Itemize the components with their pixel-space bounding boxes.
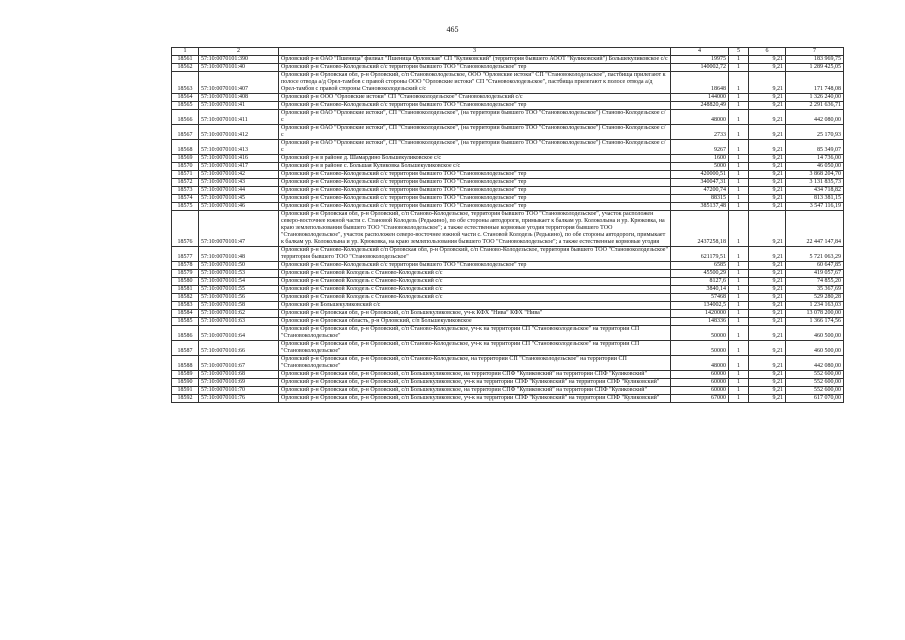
- cadastral-number-cell: 57:10:0070101:54: [199, 278, 279, 286]
- location-description-cell: Орловский р-н Станово-Колодезьский с/с территория бывшего ТОО "Становоколодезьское" тер: [279, 102, 671, 110]
- table-row: [172, 187, 844, 195]
- coefficient-cell: 1: [729, 211, 749, 247]
- column-header: 4: [671, 48, 729, 56]
- location-description-cell: Орловский р-н Орловская обл, р-н Орловский, с/п Становоколодезьское, ООО "Орловские истоки" СП "Становоколодезьское", пастбища прилегают к полосе отвода а/д Орел-тамбов с правой стороны ООО "Орловские истоки" СП "Становоколодезьское", пастбища прилегают к полосе отвода а/д Орел-тамбов с правой стороны Становоколодезьский с/с: [279, 72, 671, 94]
- cadastral-value-cell: 3 131 835,73: [786, 179, 844, 187]
- cadastral-value-cell: 442 080,00: [786, 110, 844, 125]
- row-number-cell: 18592: [172, 395, 199, 403]
- cadastral-value-cell: 13 078 200,00: [786, 310, 844, 318]
- cadastral-value-cell: 74 855,20: [786, 278, 844, 286]
- area-cell: 134002,5: [671, 302, 729, 310]
- table-row: [172, 102, 844, 110]
- coefficient-cell: 1: [729, 395, 749, 403]
- rate-cell: 9,21: [749, 94, 786, 102]
- area-cell: 248820,49: [671, 102, 729, 110]
- rate-cell: 9,21: [749, 278, 786, 286]
- area-cell: 385137,48: [671, 203, 729, 211]
- area-cell: 60000: [671, 379, 729, 387]
- area-cell: 5000: [671, 163, 729, 171]
- cadastral-value-cell: 813 381,15: [786, 195, 844, 203]
- rate-cell: 9,21: [749, 395, 786, 403]
- location-description-cell: Орловский р-н Орловская обл, р-н Орловский, с/п Большекуликовское, уч-к КФХ "Нива" КФХ "Нива": [279, 310, 671, 318]
- table-row: [172, 140, 844, 155]
- coefficient-cell: 1: [729, 356, 749, 371]
- row-number-cell: 18562: [172, 64, 199, 72]
- area-cell: 6585: [671, 262, 729, 270]
- cadastral-value-cell: 60 647,85: [786, 262, 844, 270]
- row-number-cell: 18579: [172, 270, 199, 278]
- table-row: [172, 64, 844, 72]
- cadastral-number-cell: 57:10:0070101:407: [199, 72, 279, 94]
- rate-cell: 9,21: [749, 102, 786, 110]
- area-cell: 50000: [671, 341, 729, 356]
- cadastral-value-cell: 25 170,93: [786, 125, 844, 140]
- cadastral-number-cell: 57:10:0070101:67: [199, 356, 279, 371]
- row-number-cell: 18581: [172, 286, 199, 294]
- area-cell: 140002,72: [671, 64, 729, 72]
- area-cell: 9267: [671, 140, 729, 155]
- table-row: [172, 395, 844, 403]
- cadastral-value-cell: 3 868 204,70: [786, 171, 844, 179]
- row-number-cell: 18586: [172, 326, 199, 341]
- coefficient-cell: 1: [729, 110, 749, 125]
- row-number-cell: 18578: [172, 262, 199, 270]
- area-cell: 48000: [671, 110, 729, 125]
- cadastral-value-cell: 1 234 163,03: [786, 302, 844, 310]
- rate-cell: 9,21: [749, 125, 786, 140]
- cadastral-value-cell: 617 070,00: [786, 395, 844, 403]
- cadastral-value-cell: 1 289 425,05: [786, 64, 844, 72]
- table-row: [172, 341, 844, 356]
- page-number: 465: [446, 25, 459, 34]
- cadastral-value-cell: 5 721 063,29: [786, 247, 844, 262]
- area-cell: 57468: [671, 294, 729, 302]
- coefficient-cell: 1: [729, 278, 749, 286]
- location-description-cell: Орловский р-н ОАО "Орловские истоки", СП "Становоколодезьское", (на территории бывшего ТОО "Становоколодезьское") Станово-Колодезьское с/с: [279, 125, 671, 140]
- area-cell: 19975: [671, 56, 729, 64]
- coefficient-cell: 1: [729, 163, 749, 171]
- column-header: 3: [279, 48, 671, 56]
- row-number-cell: 18574: [172, 195, 199, 203]
- table-row: [172, 94, 844, 102]
- coefficient-cell: 1: [729, 64, 749, 72]
- location-description-cell: Орловский р-н Станово-Колодезьский с/с территория бывшего ТОО "Становоколодезьское" тер: [279, 195, 671, 203]
- location-description-cell: Орловский р-н ОАО "Пшеница" филиал "Пшеница Орловская" СП "Куликовский" (территория бывшего АООТ "Куликовский") Большекуликовское с/с: [279, 56, 671, 64]
- cadastral-number-cell: 57:10:0070101:47: [199, 211, 279, 247]
- cadastral-number-cell: 57:10:0070101:417: [199, 163, 279, 171]
- coefficient-cell: 1: [729, 125, 749, 140]
- column-header: 1: [172, 48, 199, 56]
- table-row: [172, 326, 844, 341]
- table-row: [172, 195, 844, 203]
- rate-cell: 9,21: [749, 155, 786, 163]
- cadastral-value-cell: 183 969,75: [786, 56, 844, 64]
- rate-cell: 9,21: [749, 302, 786, 310]
- cadastral-value-cell: 460 500,00: [786, 326, 844, 341]
- location-description-cell: Орловский р-н Орловская обл, р-н Орловский, с/п Станово-Колодезьское, на территории СП "Становоколодезьское" на территории СП "Становоколодезьское": [279, 356, 671, 371]
- rate-cell: 9,21: [749, 140, 786, 155]
- row-number-cell: 18565: [172, 102, 199, 110]
- cadastral-number-cell: 57:10:0070101:69: [199, 379, 279, 387]
- cadastral-value-cell: 85 349,07: [786, 140, 844, 155]
- row-number-cell: 18571: [172, 171, 199, 179]
- area-cell: 420000,51: [671, 171, 729, 179]
- cadastral-number-cell: 57:10:0070101:41: [199, 102, 279, 110]
- cadastral-value-cell: 552 600,00: [786, 379, 844, 387]
- rate-cell: 9,21: [749, 371, 786, 379]
- location-description-cell: Орловский р-н Становой Колодезь с Станово-Колодезьский с/с: [279, 286, 671, 294]
- rate-cell: 9,21: [749, 379, 786, 387]
- coefficient-cell: 1: [729, 203, 749, 211]
- column-header-row: [172, 48, 844, 56]
- area-cell: 50000: [671, 326, 729, 341]
- table-row: [172, 56, 844, 64]
- cadastral-number-cell: 57:10:0070101:390: [199, 56, 279, 64]
- area-cell: 88315: [671, 195, 729, 203]
- row-number-cell: 18589: [172, 371, 199, 379]
- row-number-cell: 18566: [172, 110, 199, 125]
- area-cell: 144000: [671, 94, 729, 102]
- location-description-cell: Орловский р-н Орловская обл, р-н Орловский, с/п Станово-Колодезьское, уч-к на территории СП "Становоколодезьское" на территории СП "Становоколодезьское": [279, 341, 671, 356]
- table-row: [172, 356, 844, 371]
- location-description-cell: Орловский р-н Станово-Колодезьский с/с территория бывшего ТОО "Становоколодезьское" тер: [279, 187, 671, 195]
- cadastral-number-cell: 57:10:0070101:416: [199, 155, 279, 163]
- coefficient-cell: 1: [729, 286, 749, 294]
- row-number-cell: 18576: [172, 211, 199, 247]
- row-number-cell: 18573: [172, 187, 199, 195]
- cadastral-number-cell: 57:10:0070101:53: [199, 270, 279, 278]
- area-cell: 60000: [671, 371, 729, 379]
- cadastral-value-cell: 434 718,82: [786, 187, 844, 195]
- row-number-cell: 18580: [172, 278, 199, 286]
- coefficient-cell: 1: [729, 187, 749, 195]
- location-description-cell: Орловский р-н Станово-Колодезьский с/с территория бывшего ТОО "Становоколодезьское" тер: [279, 64, 671, 72]
- rate-cell: 9,21: [749, 356, 786, 371]
- rate-cell: 9,21: [749, 203, 786, 211]
- cadastral-value-cell: 2 291 636,71: [786, 102, 844, 110]
- table-row: [172, 371, 844, 379]
- area-cell: 340047,31: [671, 179, 729, 187]
- table-row: [172, 203, 844, 211]
- coefficient-cell: 1: [729, 171, 749, 179]
- cadastral-number-cell: 57:10:0070101:43: [199, 179, 279, 187]
- location-description-cell: Орловский р-н Станово-Колодезьский с/п Орловская обл, р-н Орловский, с/п Станово-Колодезьское, территория бывшего ТОО "Становоколодезьское" территория бывшего ТОО "Становоколодезьское": [279, 247, 671, 262]
- rate-cell: 9,21: [749, 171, 786, 179]
- area-cell: 148336: [671, 318, 729, 326]
- rate-cell: 9,21: [749, 56, 786, 64]
- cadastral-number-cell: 57:10:0070101:55: [199, 286, 279, 294]
- location-description-cell: Орловский р-н Становой Колодезь с Станово-Колодезьский с/с: [279, 270, 671, 278]
- coefficient-cell: 1: [729, 302, 749, 310]
- table-row: [172, 262, 844, 270]
- rate-cell: 9,21: [749, 387, 786, 395]
- cadastral-value-cell: 442 080,00: [786, 356, 844, 371]
- table-row: [172, 155, 844, 163]
- area-cell: 48000: [671, 356, 729, 371]
- land-register-table: [171, 47, 844, 403]
- location-description-cell: Орловский р-н Станово-Колодезьский с/с территория бывшего ТОО "Становоколодезьское" тер: [279, 179, 671, 187]
- coefficient-cell: 1: [729, 310, 749, 318]
- area-cell: 8127,6: [671, 278, 729, 286]
- row-number-cell: 18563: [172, 72, 199, 94]
- cadastral-number-cell: 57:10:0070101:412: [199, 125, 279, 140]
- column-header: 7: [786, 48, 844, 56]
- location-description-cell: Орловский р-н в районе с. Большая Куликовка Большекуликовское с/с: [279, 163, 671, 171]
- rate-cell: 9,21: [749, 64, 786, 72]
- rate-cell: 9,21: [749, 247, 786, 262]
- location-description-cell: Орловский р-н Орловская обл, р-н Орловский, с/п Большекуликовское, на территории СПФ "Куликовский" на территории СПФ "Куликовский": [279, 387, 671, 395]
- row-number-cell: 18577: [172, 247, 199, 262]
- table-row: [172, 387, 844, 395]
- row-number-cell: 18568: [172, 140, 199, 155]
- cadastral-value-cell: 1 326 240,00: [786, 94, 844, 102]
- area-cell: 621179,51: [671, 247, 729, 262]
- rate-cell: 9,21: [749, 341, 786, 356]
- row-number-cell: 18588: [172, 356, 199, 371]
- coefficient-cell: 1: [729, 195, 749, 203]
- cadastral-number-cell: 57:10:0070101:68: [199, 371, 279, 379]
- rate-cell: 9,21: [749, 179, 786, 187]
- location-description-cell: Орловский р-н Орловская обл, р-н Орловский, с/п Большекуликовское, уч-к на территории СПФ "Куликовский" на территории СПФ "Куликовский": [279, 395, 671, 403]
- area-cell: 1600: [671, 155, 729, 163]
- location-description-cell: Орловский р-н в районе д. Шамардино Большекуликовское с/с: [279, 155, 671, 163]
- cadastral-number-cell: 57:10:0070101:64: [199, 326, 279, 341]
- row-number-cell: 18583: [172, 302, 199, 310]
- cadastral-value-cell: 3 547 116,19: [786, 203, 844, 211]
- rate-cell: 9,21: [749, 110, 786, 125]
- area-cell: 67000: [671, 395, 729, 403]
- table-row: [172, 163, 844, 171]
- cadastral-number-cell: 57:10:0070101:40: [199, 64, 279, 72]
- location-description-cell: Орловский р-н Орловская обл, р-н Орловский, с/п Станово-Колодезьское, уч-к на территории СП "Становоколодезьское" на территории СП "Становоколодезьское": [279, 326, 671, 341]
- location-description-cell: Орловский р-н Становой Колодезь с Станово-Колодезьский с/с: [279, 278, 671, 286]
- coefficient-cell: 1: [729, 94, 749, 102]
- cadastral-value-cell: 552 600,00: [786, 371, 844, 379]
- coefficient-cell: 1: [729, 247, 749, 262]
- cadastral-value-cell: 419 057,67: [786, 270, 844, 278]
- area-cell: 3840,14: [671, 286, 729, 294]
- table-row: [172, 379, 844, 387]
- rate-cell: 9,21: [749, 195, 786, 203]
- row-number-cell: 18584: [172, 310, 199, 318]
- table-row: [172, 310, 844, 318]
- cadastral-value-cell: 35 367,69: [786, 286, 844, 294]
- table-row: [172, 171, 844, 179]
- row-number-cell: 18591: [172, 387, 199, 395]
- cadastral-number-cell: 57:10:0070101:408: [199, 94, 279, 102]
- cadastral-number-cell: 57:10:0070101:411: [199, 110, 279, 125]
- coefficient-cell: 1: [729, 270, 749, 278]
- rate-cell: 9,21: [749, 326, 786, 341]
- table-row: [172, 179, 844, 187]
- location-description-cell: Орловский р-н Орловская область, р-н Орловский, с/п Большекуликовское: [279, 318, 671, 326]
- rate-cell: 9,21: [749, 286, 786, 294]
- table-row: [172, 286, 844, 294]
- cadastral-number-cell: 57:10:0070101:48: [199, 247, 279, 262]
- table-row: [172, 110, 844, 125]
- cadastral-number-cell: 57:10:0070101:76: [199, 395, 279, 403]
- cadastral-number-cell: 57:10:0070101:46: [199, 203, 279, 211]
- location-description-cell: Орловский р-н Орловская обл, р-н Орловский, с/п Станово-Колодезьское, территория бывшего ТОО "Становоколодезьское", участок расположен северо-восточнее южной части с. Становой Колодезь (Редькино), по обе стороны автодороги, примыкает к балкам ур. Колоколына и ур. Крюковка, на краю землепользования бывшего ТОО "Становоколодезьское"; а также естественные кормовые угодия территория бывшего ТОО "Становоколодезьское", участок расположен северо-восточнее южной части с. Становой Колодезь (Редькино), по обе стороны автодороги, примыкает к балкам ур. Колоколына и ур. Крюковка, на краю землепользования бывшего ТОО "Становоколодезьское"; а также естественные кормовые угодия: [279, 211, 671, 247]
- cadastral-number-cell: 57:10:0070101:413: [199, 140, 279, 155]
- location-description-cell: Орловский р-н Станово-Колодезьский с/с территория бывшего ТОО "Становоколодезьское" тер: [279, 262, 671, 270]
- coefficient-cell: 1: [729, 326, 749, 341]
- coefficient-cell: 1: [729, 294, 749, 302]
- table-row: [172, 318, 844, 326]
- coefficient-cell: 1: [729, 140, 749, 155]
- cadastral-number-cell: 57:10:0070101:42: [199, 171, 279, 179]
- location-description-cell: Орловский р-н ООО "Орловские истоки" СП "Становоколодезьское" Становоколодезьский с/с: [279, 94, 671, 102]
- rate-cell: 9,21: [749, 310, 786, 318]
- coefficient-cell: 1: [729, 72, 749, 94]
- location-description-cell: Орловский р-н Становой Колодезь с Станово-Колодезьский с/с: [279, 294, 671, 302]
- coefficient-cell: 1: [729, 379, 749, 387]
- location-description-cell: Орловский р-н Станово-Колодезьский с/с территория бывшего ТОО "Становоколодезьское" тер: [279, 171, 671, 179]
- cadastral-value-cell: 529 280,28: [786, 294, 844, 302]
- row-number-cell: 18570: [172, 163, 199, 171]
- cadastral-number-cell: 57:10:0070101:63: [199, 318, 279, 326]
- area-cell: 47200,74: [671, 187, 729, 195]
- table-row: [172, 302, 844, 310]
- rate-cell: 9,21: [749, 270, 786, 278]
- area-cell: 2437258,18: [671, 211, 729, 247]
- row-number-cell: 18569: [172, 155, 199, 163]
- cadastral-value-cell: 171 748,08: [786, 72, 844, 94]
- row-number-cell: 18572: [172, 179, 199, 187]
- rate-cell: 9,21: [749, 187, 786, 195]
- column-header: 6: [749, 48, 786, 56]
- coefficient-cell: 1: [729, 341, 749, 356]
- coefficient-cell: 1: [729, 56, 749, 64]
- cadastral-number-cell: 57:10:0070101:66: [199, 341, 279, 356]
- table-row: [172, 294, 844, 302]
- location-description-cell: Орловский р-н Станово-Колодезьский с/с территория бывшего ТОО "Становоколодезьское" тер: [279, 203, 671, 211]
- table-row: [172, 72, 844, 94]
- cadastral-number-cell: 57:10:0070101:44: [199, 187, 279, 195]
- row-number-cell: 18590: [172, 379, 199, 387]
- location-description-cell: Орловский р-н Орловская обл, р-н Орловский, с/п Большекуликовское, уч-к на территории СПФ "Куликовский" на территории СПФ "Куликовский": [279, 379, 671, 387]
- cadastral-number-cell: 57:10:0070101:56: [199, 294, 279, 302]
- rate-cell: 9,21: [749, 211, 786, 247]
- row-number-cell: 18564: [172, 94, 199, 102]
- column-header: 5: [729, 48, 749, 56]
- coefficient-cell: 1: [729, 155, 749, 163]
- area-cell: 2733: [671, 125, 729, 140]
- rate-cell: 9,21: [749, 262, 786, 270]
- cadastral-value-cell: 1 366 174,56: [786, 318, 844, 326]
- cadastral-value-cell: 46 050,00: [786, 163, 844, 171]
- rate-cell: 9,21: [749, 318, 786, 326]
- row-number-cell: 18582: [172, 294, 199, 302]
- row-number-cell: 18561: [172, 56, 199, 64]
- area-cell: 18648: [671, 72, 729, 94]
- coefficient-cell: 1: [729, 387, 749, 395]
- location-description-cell: Орловский р-н ОАО "Орловские истоки", СП "Становоколодезьское", (на территории бывшего ТОО "Становоколодезьское") Станово-Колодезьское с/с: [279, 140, 671, 155]
- cadastral-value-cell: 552 600,00: [786, 387, 844, 395]
- row-number-cell: 18567: [172, 125, 199, 140]
- cadastral-number-cell: 57:10:0070101:50: [199, 262, 279, 270]
- location-description-cell: Орловский р-н ОАО "Орловские истоки", СП "Становоколодезьское", (на территории бывшего ТОО "Становоколодезьское") Станово-Колодезьское с/с: [279, 110, 671, 125]
- cadastral-value-cell: 14 736,00: [786, 155, 844, 163]
- rate-cell: 9,21: [749, 72, 786, 94]
- column-header: 2: [199, 48, 279, 56]
- table-row: [172, 278, 844, 286]
- area-cell: 60000: [671, 387, 729, 395]
- row-number-cell: 18587: [172, 341, 199, 356]
- table-row: [172, 247, 844, 262]
- cadastral-value-cell: 460 500,00: [786, 341, 844, 356]
- area-cell: 1420000: [671, 310, 729, 318]
- coefficient-cell: 1: [729, 262, 749, 270]
- area-cell: 45500,29: [671, 270, 729, 278]
- coefficient-cell: 1: [729, 102, 749, 110]
- cadastral-number-cell: 57:10:0070101:45: [199, 195, 279, 203]
- row-number-cell: 18585: [172, 318, 199, 326]
- location-description-cell: Орловский р-н Орловская обл, р-н Орловский, с/п Большекуликовское, на территории СПФ "Куликовский" на территории СПФ "Куликовский": [279, 371, 671, 379]
- location-description-cell: Орловский р-н Большекуликовский с/с: [279, 302, 671, 310]
- rate-cell: 9,21: [749, 163, 786, 171]
- rate-cell: 9,21: [749, 294, 786, 302]
- table-row: [172, 270, 844, 278]
- table-row: [172, 125, 844, 140]
- coefficient-cell: 1: [729, 318, 749, 326]
- row-number-cell: 18575: [172, 203, 199, 211]
- cadastral-number-cell: 57:10:0070101:58: [199, 302, 279, 310]
- cadastral-value-cell: 22 447 147,84: [786, 211, 844, 247]
- cadastral-number-cell: 57:10:0070101:70: [199, 387, 279, 395]
- coefficient-cell: 1: [729, 179, 749, 187]
- coefficient-cell: 1: [729, 371, 749, 379]
- cadastral-number-cell: 57:10:0070101:62: [199, 310, 279, 318]
- table-row: [172, 211, 844, 247]
